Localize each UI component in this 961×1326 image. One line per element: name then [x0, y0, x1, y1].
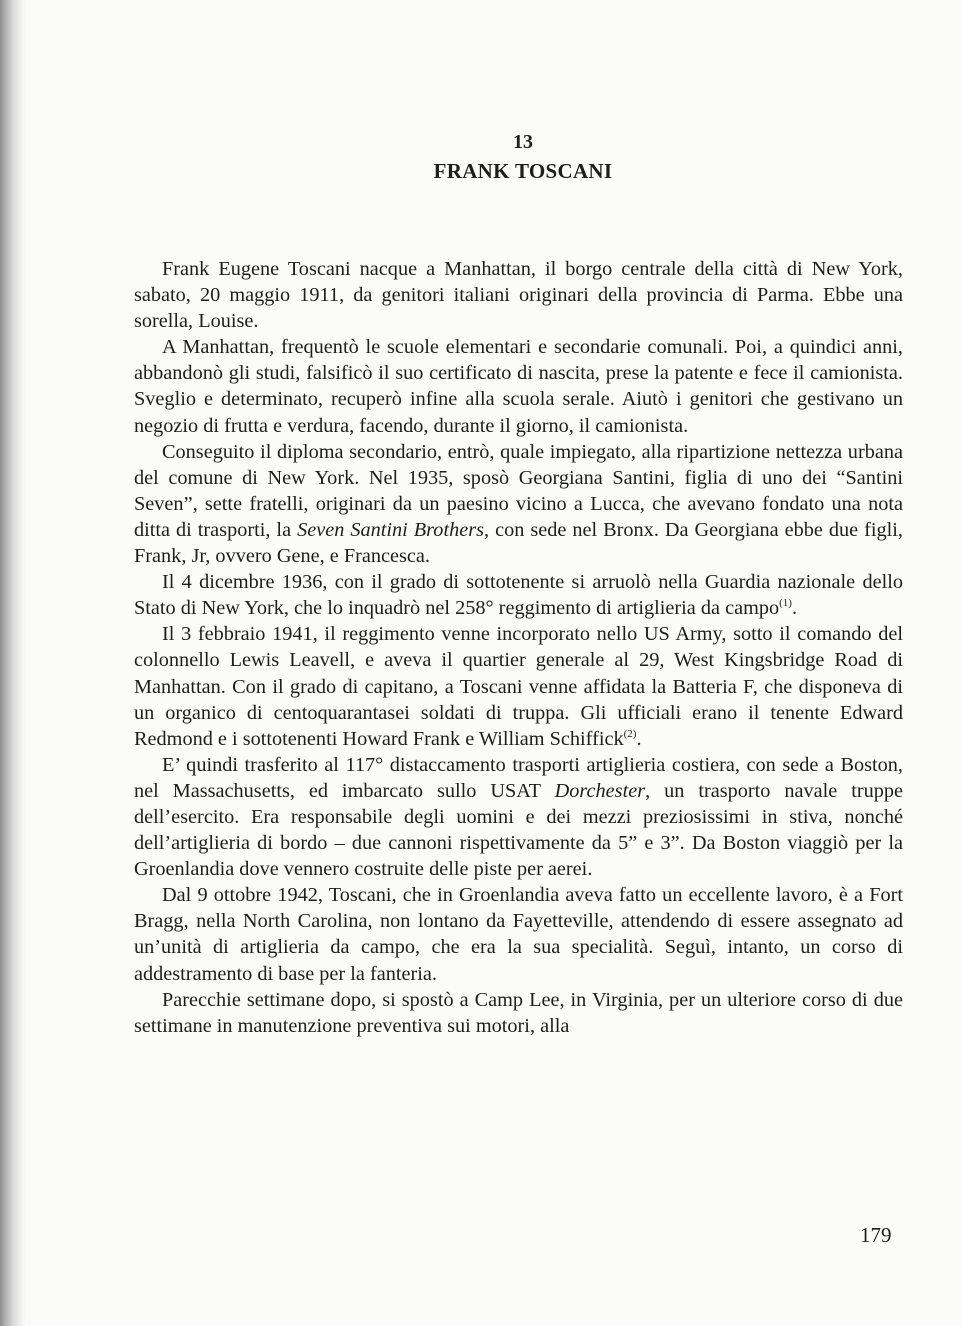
chapter-number: 13 [513, 131, 533, 153]
paragraph-5 [134, 621, 903, 751]
paragraph-4 [134, 569, 903, 621]
paragraph-text: Il 4 dicembre 1936, con il grado di sottotenente si arruolò nella Guardia nazionale dello Stato di New York, che lo inquadrò nel 258° reggimento di artiglieria da campo [134, 571, 903, 620]
paragraph-text: E’ quindi trasferito al 117° distaccamento trasporti artiglieria costiera, con sede a Boston, nel Massachusetts, ed imbarcato sullo USAT [134, 753, 903, 802]
chapter-title: FRANK TOSCANI [433, 159, 613, 183]
paragraph-text: A Manhattan, frequentò le scuole elementari e secondarie comunali. Poi, a quindici anni, abbandonò gli studi, falsificò il suo certificato di nascita, prese la patente e fece il camionista. Sveglio e determinato, recuperò infine alla scuola serale. Aiutò i genitori che gestivano un negozio di frutta e verdura, facendo, durante il giorno, il camionista. [134, 336, 903, 437]
paragraph-text: Dal 9 ottobre 1942, Toscani, che in Groenlandia aveva fatto un eccellente lavoro, è a Fort Bragg, nella North Carolina, non lontano da Fayetteville, attendendo di essere assegnato ad un’unità di artiglieria da campo, che era la sua specialità. Seguì, intanto, un corso di addestramento di base per la fanteria. [134, 884, 903, 985]
binding-shadow [0, 0, 26, 1326]
body-text [134, 256, 903, 1039]
footnote-marker: (2) [623, 727, 637, 740]
paragraph-text: . [791, 597, 798, 620]
page-number: 179 [860, 1223, 892, 1247]
paragraph-6 [134, 752, 903, 882]
paragraph-text: Il 3 febbraio 1941, il reggimento venne incorporato nello US Army, sotto il comando del colonnello Lewis Leavell, e aveva il quartier generale al 29, West Kingsbridge Road di Manhattan. Con il grado di capitano, a Toscani venne affidata la Batteria F, che disponeva di un organico di centoquarantasei soldati di truppa. Gli ufficiali erano il tenente Edward Redmond e i sottotenenti Howard Frank e William Schiffick [134, 623, 903, 750]
paragraph-2 [134, 334, 903, 438]
paragraph-8 [134, 987, 903, 1039]
paragraph-text: Conseguito il diploma secondario, entrò, quale impiegato, alla ripartizione nettezza urbana del comune di New York. Nel 1935, sposò Georgiana Santini, figlia di uno dei “Santini Seven”, sette fratelli, originari da un paesino vicino a Lucca, che avevano fondato una nota ditta di trasporti, la [134, 440, 903, 541]
company-name-italic: Seven Santini Brothers [297, 518, 485, 541]
footnote-marker: (1) [779, 597, 792, 610]
paragraph-1 [134, 256, 903, 334]
ship-name-italic: Dorchester [554, 779, 646, 802]
paragraph-text: , con sede nel Bronx. Da Georgiana ebbe due figli, Frank, Jr, ovvero Gene, e Francesca. [134, 518, 903, 568]
paragraph-7 [134, 882, 903, 986]
paragraph-text: , un trasporto navale truppe dell’esercito. Era responsabile degli uomini e dei mezzi preziosissimi in stiva, nonché dell’artiglieria di bordo – due cannoni rispettivamente da 5” e 3”. Da Boston viaggiò per la Groenlandia dove vennero costruite delle piste per aerei. [134, 779, 904, 881]
paragraph-text: Frank Eugene Toscani nacque a Manhattan, il borgo centrale della città di New York, sabato, 20 maggio 1911, da genitori italiani originari della provincia di Parma. Ebbe una sorella, Louise. [134, 258, 903, 333]
paragraph-text: Parecchie settimane dopo, si spostò a Camp Lee, in Virginia, per un ulteriore corso di due settimane in manutenzione preventiva sui motori, alla [134, 988, 903, 1037]
paragraph-text: . [636, 727, 642, 750]
paragraph-3 [134, 439, 903, 569]
